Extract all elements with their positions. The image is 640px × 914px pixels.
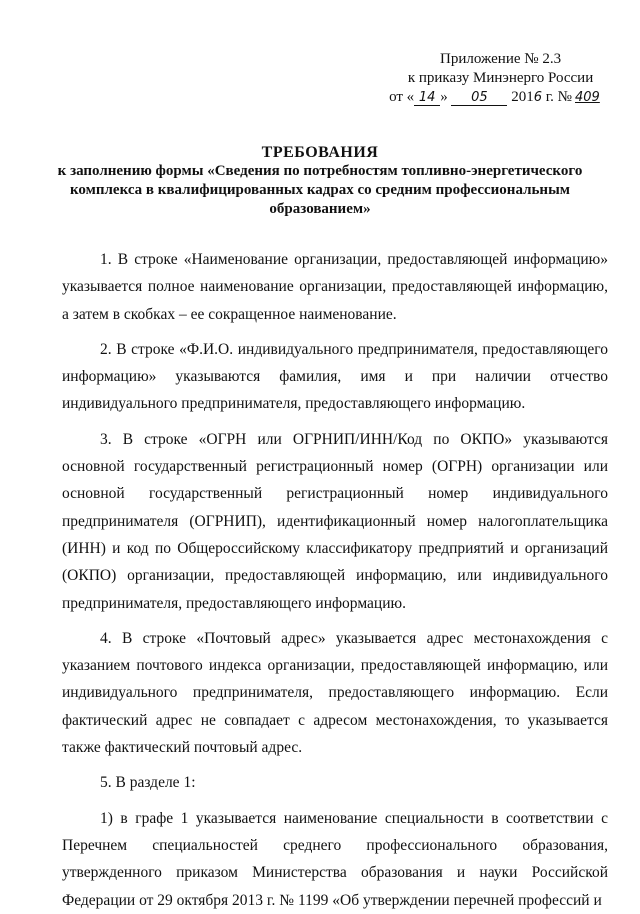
paragraph-1: 1. В строке «Наименование организации, предоставляющей информацию» указывается полное наименование организации, предоставляющей информацию, а затем в скобках – ее сокращенное наименование. [62, 251, 608, 323]
title-heading: ТРЕБОВАНИЯ [261, 144, 379, 161]
date-suffix: г. № [545, 89, 572, 105]
appendix-order-ref: к приказу Минэнерго России [407, 70, 594, 86]
handwritten-day: 14 [414, 90, 440, 106]
document-body [62, 246, 608, 914]
paragraph-4: 4. В строке «Почтовый адрес» указывается адрес местонахождения с указанием почтового индекса организации, предоставляющей информацию, или индивидуального предпринимателя, предоставляющего информацию. Если фактический адрес не совпадает с адресом местонахождения, то указывается также фактический почтовый адрес. [62, 629, 608, 757]
handwritten-month: 05 [451, 90, 507, 106]
handwritten-order-number: 409 [575, 90, 600, 105]
handwritten-year-digit: 6 [533, 90, 542, 105]
document-title [50, 143, 590, 219]
appendix-number: Приложение № 2.3 [440, 51, 562, 67]
date-mid: » [440, 89, 448, 105]
paragraph-3: 3. В строке «ОГРН или ОГРНИП/ИНН/Код по ОКПО» указываются основной государственный регистрационный номер (ОГРН) организации или основной государственный регистрационный номер индивидуального предпринимателя (ОГРНИП), идентификационный номер налогоплательщика (ИНН) и код по Общероссийскому классификатору предприятий и организаций (ОКПО) организации, предоставляющей информацию, или индивидуального предпринимателя, предоставляющего информацию. [62, 430, 608, 612]
date-year-prefix: 201 [511, 89, 534, 105]
paragraph-6: 1) в графе 1 указывается наименование специальности в соответствии с Перечнем специальностей среднего профессионального образования, утвержденного приказом Министерства образования и науки Российской Федерации от 29 октября 2013 г. № 1199 «Об утверждении перечней профессий и [62, 809, 608, 909]
paragraph-2: 2. В строке «Ф.И.О. индивидуального предпринимателя, предоставляющего информацию» указываются фамилия, имя и при наличии отчество индивидуального предпринимателя, предоставляющего информацию. [62, 340, 608, 413]
appendix-date-line [389, 88, 612, 107]
date-prefix: от « [389, 89, 415, 105]
title-subtitle: к заполнению формы «Сведения по потребностям топливно-энергетического комплекса в квалифицированных кадрах со средним профессиональным образованием» [57, 163, 583, 217]
paragraph-5: 5. В разделе 1: [100, 774, 196, 792]
appendix-block [389, 50, 612, 107]
